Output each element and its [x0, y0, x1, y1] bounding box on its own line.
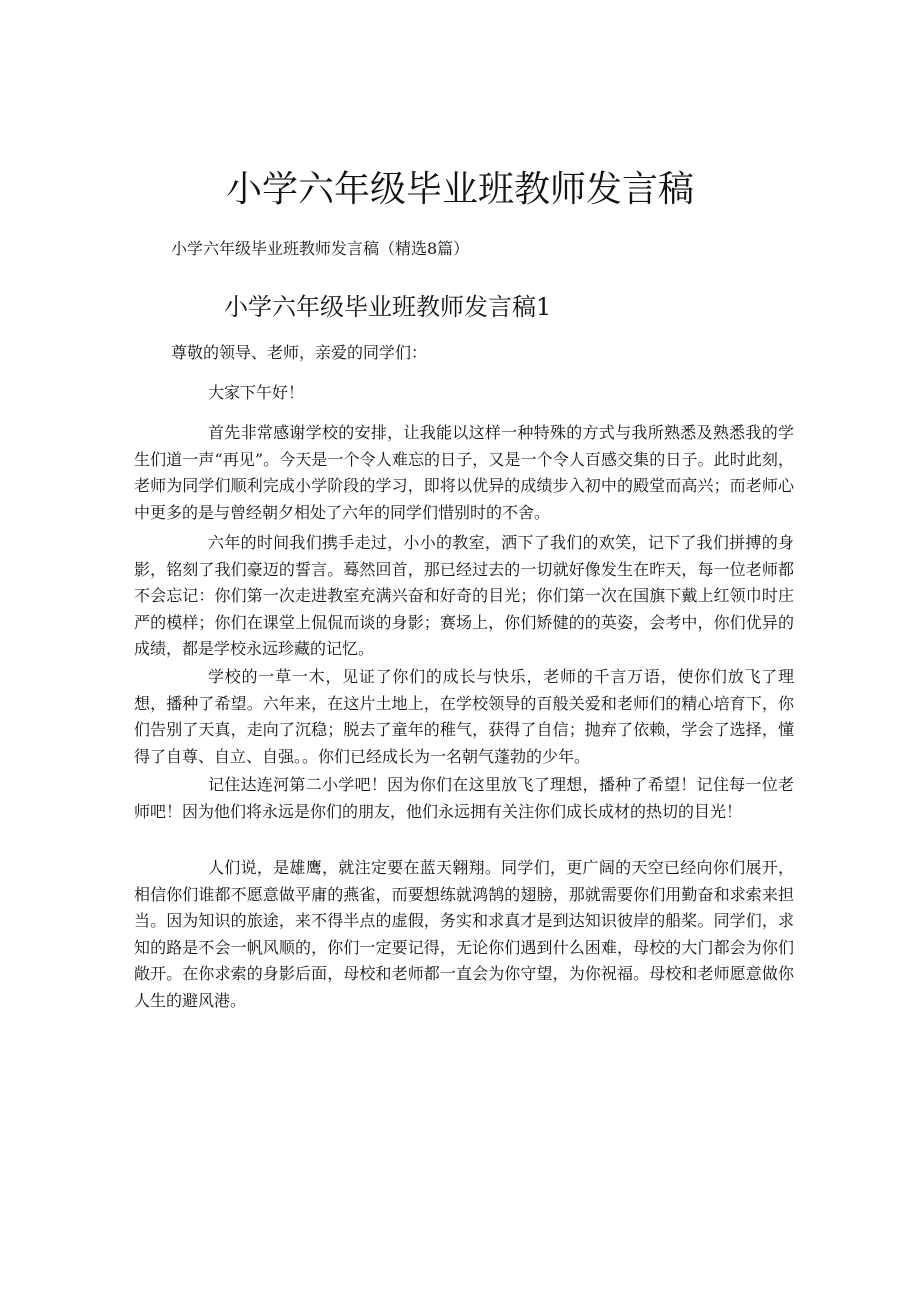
section-heading: 小学六年级毕业班教师发言稿1 — [224, 293, 552, 321]
paragraph: 人们说，是雄鹰，就注定要在蓝天翱翔。同学们，更广阔的天空已经向你们展开，相信你们谁都不愿意做平庸的燕雀，而要想练就鸿鹄的翅膀，那就需要你们用勤奋和求索来担当。因为知识的旅途，来不得半点的虚假，务实和求真才是到达知识彼岸的船桨。同学们，求知的路是不会一帆风顺的，你们一定要记得，无论你们遇到什么困难，母校的大门都会为你们敞开。在你求索的身影后面，母校和老师都一直会为你守望，为你祝福。母校和老师愿意做你人生的避风港。 — [134, 858, 794, 1010]
paragraph: 记住达连河第二小学吧！因为你们在这里放飞了理想，播种了希望！记住每一位老师吧！因为他们将永远是你们的朋友，他们永远拥有关注你们成长成材的热切的目光！ — [134, 775, 794, 821]
salutation: 尊敬的领导、老师，亲爱的同学们： — [171, 343, 428, 362]
document-title: 小学六年级毕业班教师发言稿 — [225, 169, 694, 210]
paragraph: 学校的一草一木，见证了你们的成长与快乐，老师的千言万语，使你们放飞了理想，播种了希望。六年来，在这片土地上，在学校领导的百般关爱和老师们的精心培育下，你们告别了天真，走向了沉稳；脱去了童年的稚气，获得了自信；抛弃了依赖，学会了选择，懂得了自尊、自立、自强。。你们已经成长为一名朝气蓬勃的少年。 — [134, 667, 794, 766]
paragraph: 首先非常感谢学校的安排，让我能以这样一种特殊的方式与我所熟悉及熟悉我的学生们道一声“再见”。今天是一个令人难忘的日子，又是一个令人百感交集的日子。此时此刻，老师为同学们顺利完成小学阶段的学习，即将以优异的成绩步入初中的殿堂而高兴；而老师心中更多的是与曾经朝夕相处了六年的同学们惜别时的不舍。 — [134, 423, 794, 522]
greeting: 大家下午好！ — [208, 383, 305, 402]
paragraph: 六年的时间我们携手走过，小小的教室，洒下了我们的欢笑，记下了我们拼搏的身影，铭刻了我们豪迈的誓言。蓦然回首，那已经过去的一切就好像发生在昨天，每一位老师都不会忘记：你们第一次走进教室充满兴奋和好奇的目光；你们第一次在国旗下戴上红领巾时庄严的模样；你们在课堂上侃侃而谈的身影；赛场上，你们矫健的的英姿，会考中，你们优异的成绩，都是学校永远珍藏的记忆。 — [134, 533, 794, 659]
document-subtitle: 小学六年级毕业班教师发言稿（精选8篇） — [171, 239, 470, 258]
